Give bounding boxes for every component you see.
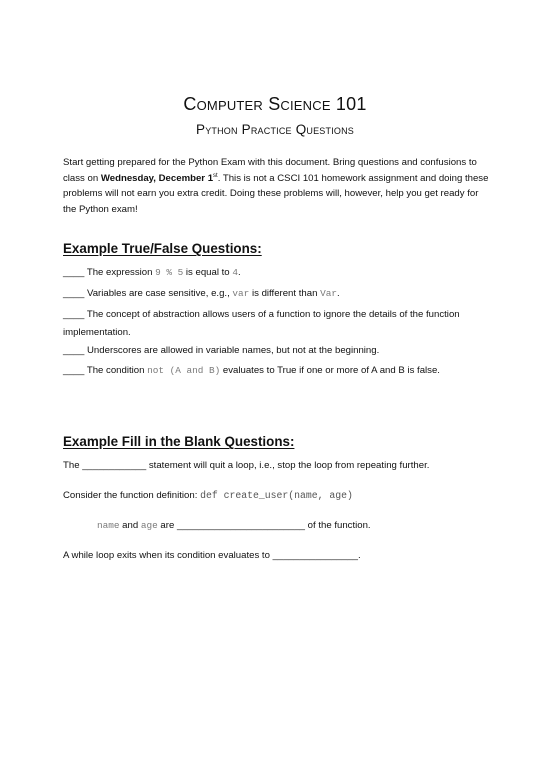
intro-date: Wednesday, December 1 xyxy=(100,172,214,184)
fill-q3-suffix: are ________________________ of the function. xyxy=(157,520,371,531)
tf-q2-suffix: . xyxy=(336,288,340,299)
fill-q3-mid: and xyxy=(119,520,141,531)
tf-q1-prefix: ____ The expression xyxy=(63,267,156,278)
tf-q2-code-var: var xyxy=(232,288,250,299)
tf-q5-prefix: ____ The condition xyxy=(63,365,148,376)
tf-question-3: ____ The concept of abstraction allows users of a function to ignore the details of the function implementation. xyxy=(63,309,460,338)
intro-date-suffix: st xyxy=(213,172,218,179)
document-title: Computer Science 101 xyxy=(183,94,367,114)
fill-blank-heading: Example Fill in the Blank Questions: xyxy=(63,434,295,449)
tf-q5-suffix: evaluates to True if one or more of A and B is false. xyxy=(220,365,440,376)
intro-paragraph xyxy=(63,155,493,217)
tf-q5-code-condition: not (A and B) xyxy=(147,365,221,376)
tf-q1-mid: is equal to xyxy=(183,267,233,278)
fill-question-1: The ____________ statement will quit a loop, i.e., stop the loop from repeating further. xyxy=(63,460,430,471)
fill-question-4: A while loop exits when its condition evaluates to ________________. xyxy=(63,550,361,561)
fill-question-2 xyxy=(63,488,503,504)
tf-q1-code-value: 4 xyxy=(232,267,238,278)
tf-question-2 xyxy=(63,286,483,302)
true-false-heading: Example True/False Questions: xyxy=(63,241,262,256)
tf-question-1 xyxy=(63,265,483,281)
tf-q2-prefix: ____ Variables are case sensitive, e.g., xyxy=(63,288,233,299)
intro-text-start: Start getting prepared for the Python Exam with this document. Bring questions and confusions to class on xyxy=(63,157,477,184)
fill-q3-code-name: name xyxy=(97,520,120,531)
tf-question-4: ____ Underscores are allowed in variable names, but not at the beginning. xyxy=(63,345,380,356)
tf-q2-mid: is different than xyxy=(249,288,321,299)
fill-question-3 xyxy=(97,518,497,534)
tf-q1-code-expression: 9 % 5 xyxy=(155,267,184,278)
intro-text-end: . This is not a CSCI 101 homework assignment and doing these problems will not earn you extra credit. Doing these problems will, however, help you get ready for the Python exam! xyxy=(63,172,489,215)
fill-q2-code-def: def create_user(name, age) xyxy=(200,490,353,501)
tf-q1-suffix: . xyxy=(237,267,241,278)
fill-q3-code-age: age xyxy=(140,520,158,531)
fill-q2-prefix: Consider the function definition: xyxy=(63,490,201,501)
document-subtitle: Python Practice Questions xyxy=(195,122,355,137)
tf-q2-code-Var: Var xyxy=(320,288,337,299)
tf-question-5 xyxy=(63,363,483,378)
